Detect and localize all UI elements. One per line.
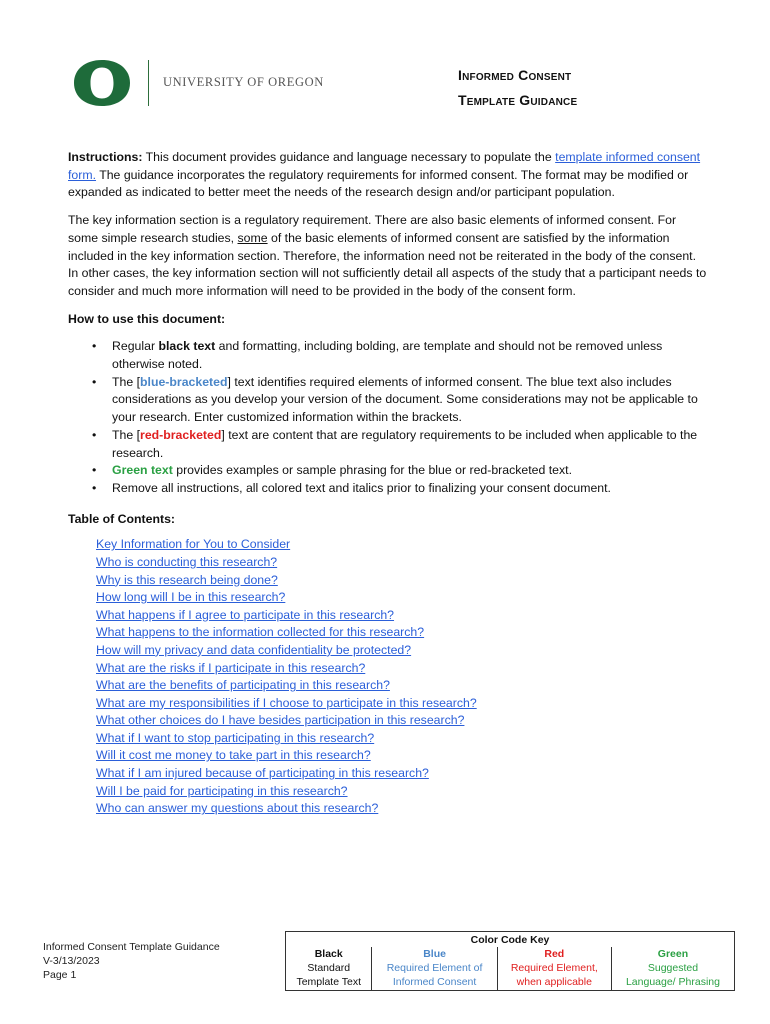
page-footer: [43, 940, 220, 983]
toc-link-benefits[interactable]: What are the benefits of participating in this research?: [96, 678, 390, 693]
toc-link-responsibilities[interactable]: What are my responsibilities if I choose to participate in this research?: [96, 695, 477, 710]
list-item: [112, 338, 708, 373]
list-item: [112, 427, 708, 462]
title-line-1: Informed Consent: [458, 67, 572, 83]
bullet-text: and formatting, including bolding, are template and should not be removed unless otherwise noted.: [112, 339, 663, 372]
legend-blue-desc: [372, 961, 497, 991]
legend-green-line1: Suggested: [647, 962, 699, 974]
instructions-label: Instructions:: [68, 150, 143, 164]
howto-heading: How to use this document:: [68, 311, 226, 326]
footer-page-number: Page 1: [43, 969, 77, 982]
legend-blue-line1: Required Element of: [386, 962, 483, 974]
key-info-underlined: some: [237, 230, 268, 245]
legend-red-line2: when applicable: [516, 976, 592, 988]
legend-red-desc: [497, 961, 611, 991]
toc-link-how-long[interactable]: How long will I be in this research?: [96, 590, 286, 605]
table-of-contents: [68, 536, 708, 818]
legend-black-name: Black: [286, 947, 372, 961]
bullet-text: Remove all instructions, all colored text and italics prior to finalizing your consent document.: [112, 480, 611, 495]
bullet-text: The [: [112, 374, 141, 389]
toc-link-why-research[interactable]: Why is this research being done?: [96, 572, 278, 587]
toc-link-cost[interactable]: Will it cost me money to take part in this research?: [96, 748, 371, 763]
toc-link-what-happens-agree[interactable]: What happens if I agree to participate in this research?: [96, 607, 395, 622]
uo-logo-o-icon: [73, 59, 131, 107]
legend-green-name: Green: [611, 947, 734, 961]
page-header: [0, 0, 770, 130]
green-text-label: Green text: [112, 463, 173, 478]
list-item: [112, 374, 708, 427]
legend-caption: Color Code Key: [286, 932, 735, 948]
toc-link-information-collected[interactable]: What happens to the information collected for this research?: [96, 625, 425, 640]
legend-green-line2: Language/ Phrasing: [625, 976, 720, 988]
key-info-text-1: The key information section is a regulatory requirement. There are also basic elements of informed consent. For some simple research studies,: [68, 213, 677, 245]
legend-black-line1: Standard: [307, 962, 351, 974]
footer-doc-title: Informed Consent Template Guidance: [43, 941, 220, 953]
logo-text: UNIVERSITY OF OREGON: [163, 75, 324, 89]
toc-link-stop-participating[interactable]: What if I want to stop participating in this research?: [96, 730, 375, 745]
toc-link-key-information[interactable]: Key Information for You to Consider: [96, 537, 291, 552]
howto-list: [68, 338, 708, 497]
legend-blue-line2: Informed Consent: [392, 976, 477, 988]
legend-black-line2: Template Text: [296, 976, 362, 988]
toc-link-injured[interactable]: What if I am injured because of participating in this research?: [96, 766, 429, 781]
list-item: [112, 480, 708, 498]
bullet-text: ] text identifies required elements of informed consent. The blue text also includes considerations as you develop your version of the document. Some considerations may not be applicable to your research. Enter customized information within the brackets.: [112, 374, 698, 425]
title-line-2: Template Guidance: [458, 92, 578, 108]
bullet-text: provides examples or sample phrasing for the blue or red-bracketed text.: [172, 463, 572, 478]
instructions-paragraph: [68, 149, 708, 202]
black-text-label: black text: [158, 339, 216, 354]
legend-green-desc: [611, 961, 734, 991]
bullet-text: Regular: [112, 339, 159, 354]
footer-version: V-3/13/2023: [43, 955, 100, 968]
bullet-text: ] text are content that are regulatory requirements to be included when applicable to the research.: [112, 427, 698, 460]
legend-red-name: Red: [497, 947, 611, 961]
legend-black-desc: [286, 961, 372, 991]
bullet-text: The [: [112, 427, 141, 442]
toc-link-other-choices[interactable]: What other choices do I have besides participation in this research?: [96, 713, 465, 728]
instructions-text-1: This document provides guidance and language necessary to populate the: [142, 150, 556, 164]
color-code-key-table: [285, 931, 735, 991]
key-info-text-2: of the basic elements of informed consent are satisfied by the information included in the key information section. Therefore, the information need not be reiterated in the body of the consent. In other cases, the key information section will not sufficiently detail all aspects of the study that a participant needs to consider and much more information will need to be provided in the body of the consent form.: [68, 230, 707, 298]
toc-link-questions[interactable]: Who can answer my questions about this research?: [96, 801, 379, 816]
toc-link-risks[interactable]: What are the risks if I participate in this research?: [96, 660, 366, 675]
blue-bracketed-label: blue-bracketed: [140, 374, 228, 389]
toc-link-who-is-conducting[interactable]: Who is conducting this research?: [96, 554, 278, 569]
instructions-text-2: The guidance incorporates the regulatory requirements for informed consent. The format may be modified or expanded as indicated to better meet the needs of the research design and/or participant population.: [68, 167, 689, 200]
document-title: [458, 63, 577, 113]
red-bracketed-label: red-bracketed: [140, 427, 222, 442]
list-item: [112, 462, 708, 480]
toc-heading: Table of Contents:: [68, 511, 176, 526]
key-info-paragraph: [68, 212, 708, 301]
template-form-link[interactable]: template informed consent form.: [68, 150, 701, 182]
logo-divider: [148, 60, 149, 106]
document-body: [68, 149, 708, 818]
toc-link-privacy[interactable]: How will my privacy and data confidentiality be protected?: [96, 642, 412, 657]
toc-link-paid[interactable]: Will I be paid for participating in this research?: [96, 783, 348, 798]
legend-blue-name: Blue: [372, 947, 497, 961]
legend-red-line1: Required Element,: [510, 962, 598, 974]
